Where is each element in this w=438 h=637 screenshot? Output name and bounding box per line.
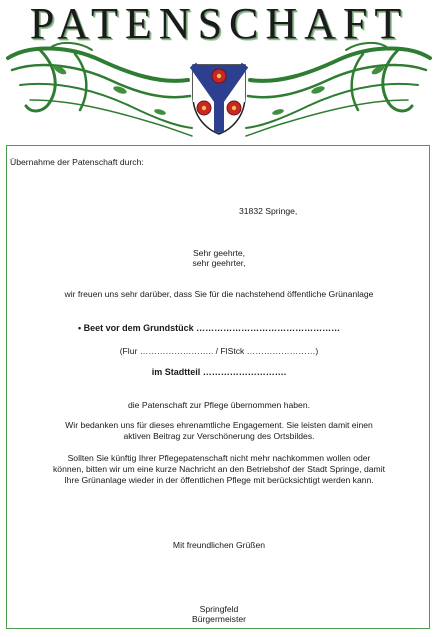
springe-coat-of-arms-icon xyxy=(190,62,248,136)
signature-name: Springfeld xyxy=(199,604,239,614)
paragraph-pflege: die Patenschaft zur Pflege übernommen haben. xyxy=(127,400,311,410)
closing-line: Mit freundlichen Grüßen xyxy=(172,540,266,550)
salutation-line-1: Sehr geehrte, xyxy=(192,248,246,258)
header xyxy=(0,0,438,140)
item-line: • Beet vor dem Grundstück ………………………………………… xyxy=(78,323,341,333)
intro-line: Übernahme der Patenschaft durch: xyxy=(10,157,144,167)
stadtteil-line: im Stadtteil ………………………. xyxy=(151,367,287,377)
paragraph-thanks-2: aktiven Beitrag zur Verschönerung des Ortsbildes. xyxy=(123,431,315,441)
document-frame xyxy=(6,145,430,629)
paragraph-thanks-1: Wir bedanken uns für dieses ehrenamtliche Engagement. Sie leisten damit einen xyxy=(65,420,373,430)
flur-line: (Flur …………………….. / FlStck ……………………) xyxy=(119,346,319,356)
paragraph-intro: wir freuen uns sehr darüber, dass Sie für die nachstehend öffentliche Grünanlage xyxy=(64,289,374,299)
paragraph-notice-1: Sollten Sie künftig Ihrer Pflegepatenschaft nicht mehr nachkommen wollen oder xyxy=(67,453,371,463)
salutation-line-2: sehr geehrter, xyxy=(192,258,246,268)
paragraph-notice-2: können, bitten wir um eine kurze Nachricht an den Betriebshof der Stadt Springe, damit xyxy=(53,464,385,474)
paragraph-notice-3: Ihre Grünanlage wieder in der öffentlichen Pflege mit berücksichtigt werden kann. xyxy=(64,475,374,485)
place-line: 31832 Springe, xyxy=(239,206,298,216)
page-title: PATENSCHAFT xyxy=(29,0,409,48)
signature-title: Bürgermeister xyxy=(192,614,246,624)
